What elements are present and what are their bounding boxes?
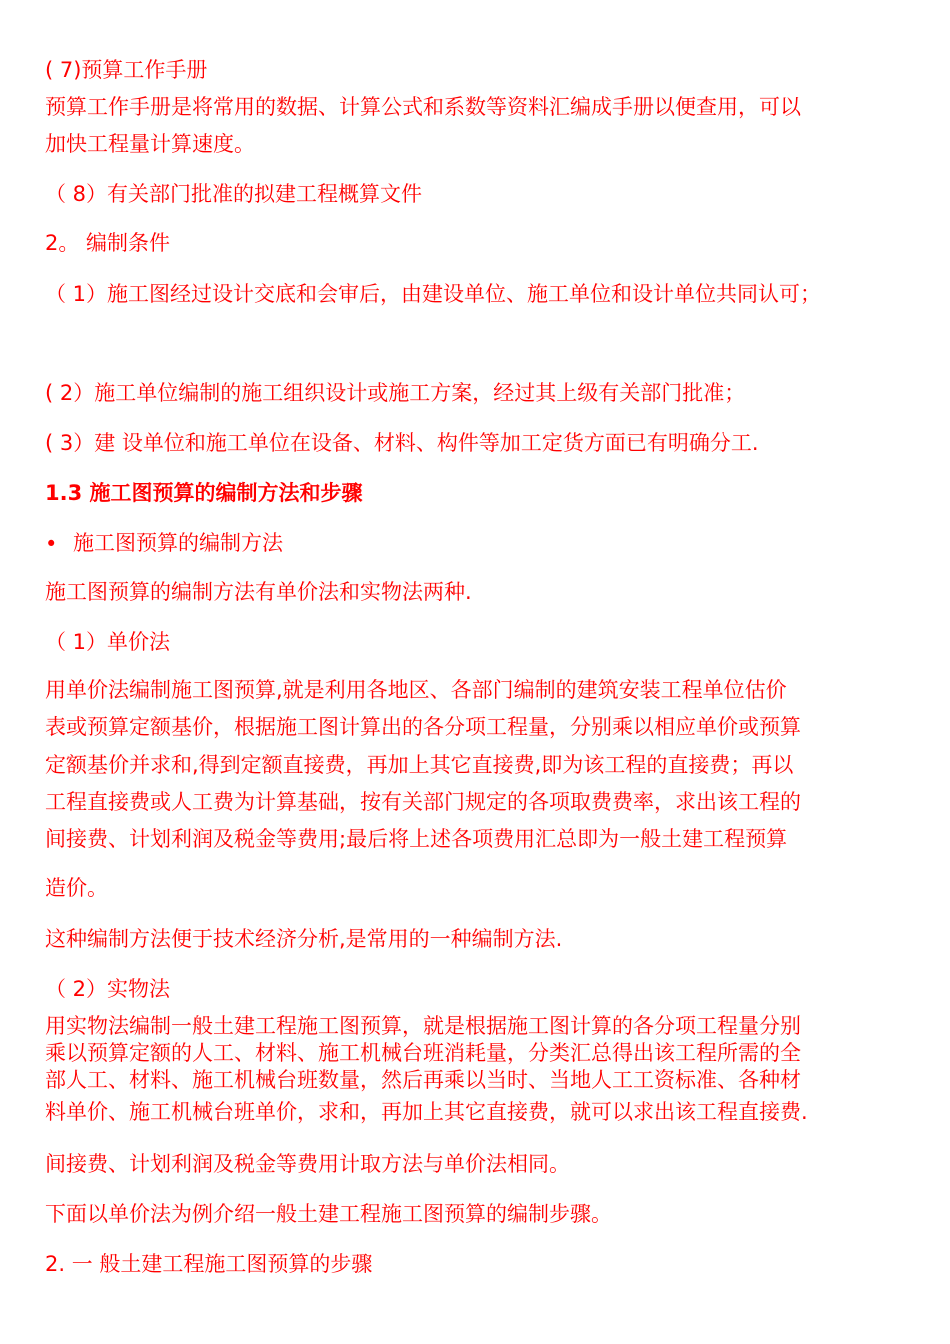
- condition-item-2: ( 2）施工单位编制的施工组织设计或施工方案，经过其上级有关部门批准；: [45, 381, 746, 405]
- section-heading: 1.3 施工图预算的编制方法和步骤: [45, 481, 363, 505]
- section-subheading: 2。 编制条件: [45, 231, 171, 255]
- paragraph-line: 加快工程量计算速度。: [45, 132, 255, 156]
- condition-item-3: ( 3）建 设单位和施工单位在设备、材料、构件等加工定货方面已有明确分工.: [45, 431, 759, 455]
- condition-item-1: （ 1）施工图经过设计交底和会审后，由建设单位、施工单位和设计单位共同认可；: [45, 282, 822, 306]
- paragraph-line: 料单价、施工机械台班单价，求和，再加上其它直接费，就可以求出该工程直接费.: [45, 1100, 808, 1124]
- paragraph-line: 工程直接费或人工费为计算基础，按有关部门规定的各项取费费率，求出该工程的: [45, 790, 801, 814]
- paragraph-line: 造价。: [45, 876, 108, 900]
- paragraph-line: 用单价法编制施工图预算,就是利用各地区、各部门编制的建筑安装工程单位估价: [45, 678, 787, 702]
- method-heading-1: （ 1）单价法: [45, 630, 171, 654]
- paragraph-line: 表或预算定额基价，根据施工图计算出的各分项工程量，分别乘以相应单价或预算: [45, 715, 801, 739]
- paragraph: 间接费、计划利润及税金等费用计取方法与单价法相同。: [45, 1152, 570, 1176]
- paragraph-line: 乘以预算定额的人工、材料、施工机械台班消耗量，分类汇总得出该工程所需的全: [45, 1041, 801, 1065]
- paragraph-line: 部人工、材料、施工机械台班数量，然后再乘以当时、当地人工工资标准、各种材: [45, 1068, 801, 1092]
- paragraph-line: 定额基价并求和,得到定额直接费，再加上其它直接费,即为该工程的直接费；再以: [45, 753, 794, 777]
- section-subheading: 2. 一 般土建工程施工图预算的步骤: [45, 1252, 373, 1276]
- item-heading-7: ( 7)预算工作手册: [45, 58, 208, 82]
- paragraph: 施工图预算的编制方法有单价法和实物法两种.: [45, 580, 472, 604]
- method-heading-2: （ 2）实物法: [45, 977, 171, 1001]
- paragraph-line: 预算工作手册是将常用的数据、计算公式和系数等资料汇编成手册以便查用，可以: [45, 95, 801, 119]
- paragraph-line: 用实物法编制一般土建工程施工图预算，就是根据施工图计算的各分项工程量分别: [45, 1014, 801, 1038]
- bullet-item: 施工图预算的编制方法: [73, 531, 283, 555]
- item-heading-8: （ 8）有关部门批准的拟建工程概算文件: [45, 182, 423, 206]
- bullet-dot: •: [45, 532, 58, 556]
- paragraph-line: 间接费、计划利润及税金等费用;最后将上述各项费用汇总即为一般土建工程预算: [45, 827, 788, 851]
- paragraph: 下面以单价法为例介绍一般土建工程施工图预算的编制步骤。: [45, 1202, 612, 1226]
- paragraph: 这种编制方法便于技术经济分析,是常用的一种编制方法.: [45, 927, 563, 951]
